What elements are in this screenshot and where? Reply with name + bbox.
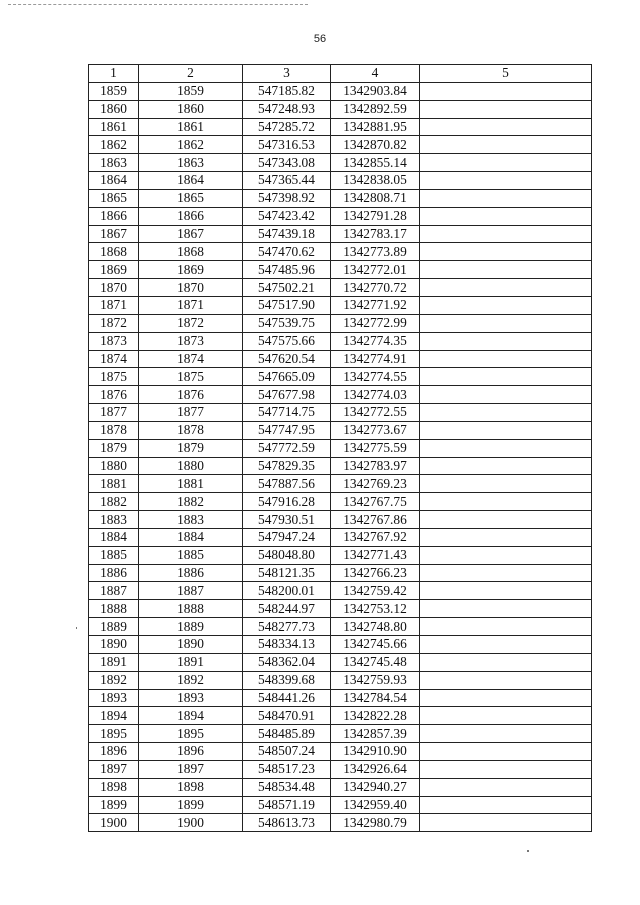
table-cell: 548200.01 xyxy=(243,582,331,600)
table-row xyxy=(89,225,592,243)
table-cell: 547185.82 xyxy=(243,82,331,100)
table-cell: 1876 xyxy=(89,386,139,404)
table-cell xyxy=(420,618,592,636)
table-cell xyxy=(420,100,592,118)
table-cell xyxy=(420,368,592,386)
table-cell: 1879 xyxy=(89,439,139,457)
table-cell: 1893 xyxy=(139,689,243,707)
table-cell xyxy=(420,118,592,136)
table-cell: 1342774.03 xyxy=(331,386,420,404)
table-row xyxy=(89,707,592,725)
table-cell: 1882 xyxy=(139,493,243,511)
table-cell: 1342784.54 xyxy=(331,689,420,707)
table-cell: 1882 xyxy=(89,493,139,511)
table-cell: 1870 xyxy=(139,279,243,297)
table-cell: 1859 xyxy=(139,82,243,100)
table-row xyxy=(89,511,592,529)
table-cell: 548244.97 xyxy=(243,600,331,618)
table-cell: 1866 xyxy=(89,207,139,225)
table-cell: 1342783.97 xyxy=(331,457,420,475)
table-cell xyxy=(420,332,592,350)
table-cell: 1880 xyxy=(89,457,139,475)
table-row xyxy=(89,421,592,439)
table-row xyxy=(89,546,592,564)
table-cell xyxy=(420,457,592,475)
table-cell: 1863 xyxy=(89,154,139,172)
table-row xyxy=(89,814,592,832)
table-cell xyxy=(420,528,592,546)
scan-speck xyxy=(76,627,77,629)
table-cell: 1342857.39 xyxy=(331,725,420,743)
table-cell: 1865 xyxy=(89,189,139,207)
table-cell: 1883 xyxy=(139,511,243,529)
table-cell: 1862 xyxy=(139,136,243,154)
table-cell: 1873 xyxy=(89,332,139,350)
table-cell: 1894 xyxy=(139,707,243,725)
table-cell: 1875 xyxy=(89,368,139,386)
table-row xyxy=(89,279,592,297)
table-row xyxy=(89,600,592,618)
table-cell xyxy=(420,582,592,600)
table-cell xyxy=(420,689,592,707)
table-cell: 1864 xyxy=(139,172,243,190)
table-cell: 1887 xyxy=(89,582,139,600)
table-cell: 1895 xyxy=(89,725,139,743)
table-cell: 1871 xyxy=(89,296,139,314)
table-cell: 1342759.93 xyxy=(331,671,420,689)
table-cell: 1342783.17 xyxy=(331,225,420,243)
table-cell: 1884 xyxy=(89,528,139,546)
table-cell: 1342910.90 xyxy=(331,743,420,761)
table-cell xyxy=(420,279,592,297)
table-row xyxy=(89,493,592,511)
table-cell: 1885 xyxy=(139,546,243,564)
table-cell: 1899 xyxy=(89,796,139,814)
table-cell: 1895 xyxy=(139,725,243,743)
table-row xyxy=(89,154,592,172)
table-cell xyxy=(420,243,592,261)
table-cell: 547285.72 xyxy=(243,118,331,136)
table-cell: 1342940.27 xyxy=(331,778,420,796)
table-cell xyxy=(420,511,592,529)
table-cell: 1894 xyxy=(89,707,139,725)
table-cell: 547916.28 xyxy=(243,493,331,511)
table-row xyxy=(89,404,592,422)
table-cell: 1891 xyxy=(139,653,243,671)
table-cell: 1342771.43 xyxy=(331,546,420,564)
table-row xyxy=(89,296,592,314)
table-cell: 1875 xyxy=(139,368,243,386)
table-cell: 1861 xyxy=(139,118,243,136)
table-cell: 547947.24 xyxy=(243,528,331,546)
table-row xyxy=(89,618,592,636)
table-cell: 1898 xyxy=(139,778,243,796)
table-cell xyxy=(420,404,592,422)
table-cell: 1342791.28 xyxy=(331,207,420,225)
table-cell: 1872 xyxy=(89,314,139,332)
table-cell: 1879 xyxy=(139,439,243,457)
table-cell: 1883 xyxy=(89,511,139,529)
table-cell: 1859 xyxy=(89,82,139,100)
table-cell xyxy=(420,136,592,154)
table-cell: 547575.66 xyxy=(243,332,331,350)
table-cell xyxy=(420,261,592,279)
table-cell: 1342759.42 xyxy=(331,582,420,600)
table-row xyxy=(89,439,592,457)
table-row xyxy=(89,528,592,546)
table-cell: 1342822.28 xyxy=(331,707,420,725)
table-cell xyxy=(420,296,592,314)
column-header: 5 xyxy=(420,65,592,83)
table-cell: 1889 xyxy=(89,618,139,636)
table-cell: 1868 xyxy=(89,243,139,261)
table-cell: 1342767.92 xyxy=(331,528,420,546)
table-cell xyxy=(420,350,592,368)
table-cell: 1899 xyxy=(139,796,243,814)
table-cell: 1881 xyxy=(139,475,243,493)
table-row xyxy=(89,332,592,350)
table-cell xyxy=(420,796,592,814)
table-cell xyxy=(420,154,592,172)
table-cell: 1342748.80 xyxy=(331,618,420,636)
table-cell: 1866 xyxy=(139,207,243,225)
table-cell xyxy=(420,636,592,654)
table-cell: 547485.96 xyxy=(243,261,331,279)
page-number: 56 xyxy=(313,33,327,45)
table-cell: 547439.18 xyxy=(243,225,331,243)
table-cell: 1886 xyxy=(139,564,243,582)
table-cell: 1863 xyxy=(139,154,243,172)
table-cell: 1877 xyxy=(139,404,243,422)
table-cell: 1867 xyxy=(89,225,139,243)
table-cell xyxy=(420,421,592,439)
table-cell: 1342767.86 xyxy=(331,511,420,529)
table-cell: 548399.68 xyxy=(243,671,331,689)
table-cell xyxy=(420,493,592,511)
table-cell: 1892 xyxy=(89,671,139,689)
table-cell: 547502.21 xyxy=(243,279,331,297)
table-cell: 1342838.05 xyxy=(331,172,420,190)
table-row xyxy=(89,778,592,796)
table-cell: 1342774.91 xyxy=(331,350,420,368)
table-cell: 1342855.14 xyxy=(331,154,420,172)
table-row xyxy=(89,82,592,100)
table-cell: 1342774.55 xyxy=(331,368,420,386)
table-cell xyxy=(420,475,592,493)
table-row xyxy=(89,136,592,154)
table-cell: 1893 xyxy=(89,689,139,707)
table-cell: 1900 xyxy=(139,814,243,832)
table-cell: 547714.75 xyxy=(243,404,331,422)
table-cell: 1342903.84 xyxy=(331,82,420,100)
table-cell: 547248.93 xyxy=(243,100,331,118)
table-cell: 1862 xyxy=(89,136,139,154)
table-cell: 1342774.35 xyxy=(331,332,420,350)
table-cell: 1877 xyxy=(89,404,139,422)
table-cell xyxy=(420,314,592,332)
table-row xyxy=(89,368,592,386)
table-cell: 548277.73 xyxy=(243,618,331,636)
table-cell: 547665.09 xyxy=(243,368,331,386)
table-cell: 547423.42 xyxy=(243,207,331,225)
table-cell: 1860 xyxy=(139,100,243,118)
table-row xyxy=(89,796,592,814)
table-cell: 548048.80 xyxy=(243,546,331,564)
table-cell xyxy=(420,546,592,564)
table-cell: 547316.53 xyxy=(243,136,331,154)
table-row xyxy=(89,189,592,207)
table-cell: 1876 xyxy=(139,386,243,404)
table-row xyxy=(89,118,592,136)
table-cell: 547343.08 xyxy=(243,154,331,172)
table-cell: 548334.13 xyxy=(243,636,331,654)
table-cell: 547539.75 xyxy=(243,314,331,332)
table-cell xyxy=(420,778,592,796)
column-header: 1 xyxy=(89,65,139,83)
table-cell xyxy=(420,386,592,404)
table-cell: 1342753.12 xyxy=(331,600,420,618)
table-row xyxy=(89,475,592,493)
table-row xyxy=(89,689,592,707)
table-cell: 548517.23 xyxy=(243,760,331,778)
table-cell xyxy=(420,653,592,671)
table-cell: 1860 xyxy=(89,100,139,118)
table-cell: 547930.51 xyxy=(243,511,331,529)
table-cell: 547470.62 xyxy=(243,243,331,261)
table-cell: 1890 xyxy=(139,636,243,654)
table-cell: 1342980.79 xyxy=(331,814,420,832)
table-cell xyxy=(420,600,592,618)
table-cell: 1342770.72 xyxy=(331,279,420,297)
table-cell: 1891 xyxy=(89,653,139,671)
table-cell: 1342772.01 xyxy=(331,261,420,279)
coordinates-table xyxy=(88,64,592,832)
table-header-row xyxy=(89,65,592,83)
table-cell: 1342775.59 xyxy=(331,439,420,457)
table-cell: 1342773.67 xyxy=(331,421,420,439)
column-header: 2 xyxy=(139,65,243,83)
table-cell: 1342769.23 xyxy=(331,475,420,493)
table-cell: 1342772.55 xyxy=(331,404,420,422)
table-cell: 547747.95 xyxy=(243,421,331,439)
table-cell: 1898 xyxy=(89,778,139,796)
table-cell: 1896 xyxy=(139,743,243,761)
table-cell: 1896 xyxy=(89,743,139,761)
table-cell: 1886 xyxy=(89,564,139,582)
table-cell: 1878 xyxy=(89,421,139,439)
table-cell: 548121.35 xyxy=(243,564,331,582)
table-cell: 548534.48 xyxy=(243,778,331,796)
table-row xyxy=(89,261,592,279)
table-cell: 1342926.64 xyxy=(331,760,420,778)
table-cell: 1869 xyxy=(139,261,243,279)
table-cell: 1872 xyxy=(139,314,243,332)
table-row xyxy=(89,564,592,582)
table-cell xyxy=(420,225,592,243)
table-cell: 548485.89 xyxy=(243,725,331,743)
table-cell: 1342766.23 xyxy=(331,564,420,582)
table-cell: 1888 xyxy=(89,600,139,618)
table-cell: 1865 xyxy=(139,189,243,207)
table-row xyxy=(89,386,592,404)
table-cell: 547829.35 xyxy=(243,457,331,475)
table-cell: 1880 xyxy=(139,457,243,475)
table-cell: 547677.98 xyxy=(243,386,331,404)
table-cell: 1864 xyxy=(89,172,139,190)
table-cell: 1881 xyxy=(89,475,139,493)
table-cell: 1897 xyxy=(139,760,243,778)
table-cell: 547365.44 xyxy=(243,172,331,190)
table-cell: 1342745.66 xyxy=(331,636,420,654)
table-cell: 1342745.48 xyxy=(331,653,420,671)
table-cell: 1342771.92 xyxy=(331,296,420,314)
table-cell: 548441.26 xyxy=(243,689,331,707)
table-cell: 1342767.75 xyxy=(331,493,420,511)
table-cell: 1342881.95 xyxy=(331,118,420,136)
table-row xyxy=(89,172,592,190)
table-row xyxy=(89,582,592,600)
table-cell: 1342773.89 xyxy=(331,243,420,261)
table-cell: 548571.19 xyxy=(243,796,331,814)
table-cell xyxy=(420,760,592,778)
table-cell: 547887.56 xyxy=(243,475,331,493)
table-row xyxy=(89,671,592,689)
table-cell: 1878 xyxy=(139,421,243,439)
table-row xyxy=(89,725,592,743)
table-cell: 1342870.82 xyxy=(331,136,420,154)
table-cell: 547517.90 xyxy=(243,296,331,314)
table-cell: 548507.24 xyxy=(243,743,331,761)
table-cell xyxy=(420,671,592,689)
table-cell: 1868 xyxy=(139,243,243,261)
table-cell: 1889 xyxy=(139,618,243,636)
table-row xyxy=(89,743,592,761)
table-cell: 1342808.71 xyxy=(331,189,420,207)
table-row xyxy=(89,653,592,671)
table-cell: 1884 xyxy=(139,528,243,546)
table-cell: 547398.92 xyxy=(243,189,331,207)
table-cell: 1900 xyxy=(89,814,139,832)
scan-speck xyxy=(527,850,529,852)
table-cell: 1874 xyxy=(89,350,139,368)
table-cell xyxy=(420,207,592,225)
table-cell xyxy=(420,564,592,582)
table-cell: 547620.54 xyxy=(243,350,331,368)
table-cell xyxy=(420,725,592,743)
table-row xyxy=(89,350,592,368)
table-cell: 548613.73 xyxy=(243,814,331,832)
table-row xyxy=(89,100,592,118)
table-row xyxy=(89,760,592,778)
table-cell: 1871 xyxy=(139,296,243,314)
table-row xyxy=(89,636,592,654)
table-body xyxy=(89,82,592,831)
table-cell: 1888 xyxy=(139,600,243,618)
table-cell xyxy=(420,707,592,725)
table-cell: 1342892.59 xyxy=(331,100,420,118)
table-row xyxy=(89,314,592,332)
column-header: 3 xyxy=(243,65,331,83)
table-cell: 1342772.99 xyxy=(331,314,420,332)
table-cell: 1861 xyxy=(89,118,139,136)
table-cell: 1342959.40 xyxy=(331,796,420,814)
table-cell: 548362.04 xyxy=(243,653,331,671)
table-cell: 1892 xyxy=(139,671,243,689)
table-cell xyxy=(420,743,592,761)
table-cell: 1890 xyxy=(89,636,139,654)
table-cell: 1887 xyxy=(139,582,243,600)
table-cell xyxy=(420,82,592,100)
table-cell xyxy=(420,814,592,832)
table-cell: 547772.59 xyxy=(243,439,331,457)
table-cell: 1869 xyxy=(89,261,139,279)
table-cell: 1885 xyxy=(89,546,139,564)
table-cell xyxy=(420,189,592,207)
scan-header-artifact xyxy=(8,4,308,8)
table-cell: 1897 xyxy=(89,760,139,778)
table-row xyxy=(89,243,592,261)
table-cell xyxy=(420,172,592,190)
table-cell xyxy=(420,439,592,457)
column-header: 4 xyxy=(331,65,420,83)
table-cell: 1867 xyxy=(139,225,243,243)
table-cell: 1870 xyxy=(89,279,139,297)
table-cell: 1873 xyxy=(139,332,243,350)
table-cell: 1874 xyxy=(139,350,243,368)
table-row xyxy=(89,457,592,475)
table-cell: 548470.91 xyxy=(243,707,331,725)
table-row xyxy=(89,207,592,225)
